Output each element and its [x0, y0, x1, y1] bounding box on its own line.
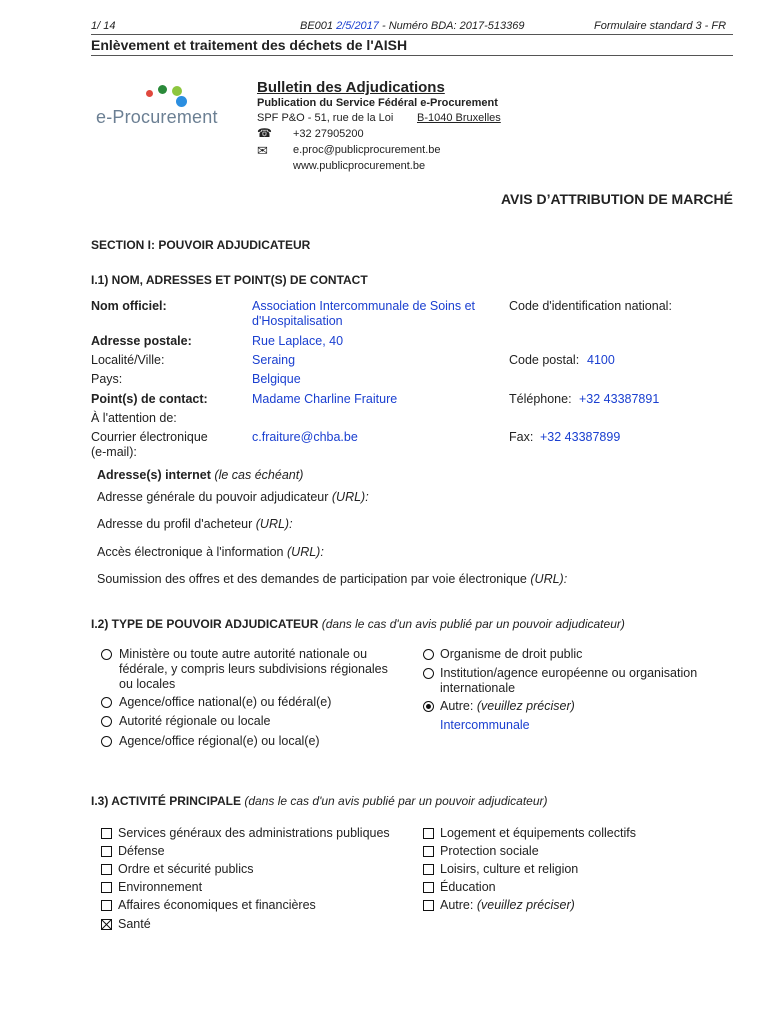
radio-agence-regionale[interactable] [101, 736, 112, 747]
checkbox-sante-label: Santé [118, 917, 151, 931]
contact-label: Point(s) de contact: [91, 392, 208, 406]
checkbox-protection-sociale[interactable] [423, 846, 434, 857]
checkbox-ordre-securite[interactable] [101, 864, 112, 875]
i3-title: I.3) ACTIVITÉ PRINCIPALE [91, 794, 242, 808]
url-row-label: Accès électronique à l'information [97, 545, 284, 559]
url-row-suffix: (URL): [287, 545, 324, 559]
checkbox-defense-label: Défense [118, 844, 165, 858]
checkbox-logement[interactable] [423, 828, 434, 839]
bulletin-address: SPF P&O - 51, rue de la Loi [257, 112, 394, 124]
checkbox-loisirs[interactable] [423, 864, 434, 875]
checkbox-services-generaux-label: Services généraux des administrations publiques [118, 826, 390, 840]
checkbox-sante[interactable] [101, 919, 112, 930]
checkbox-logement-label: Logement et équipements collectifs [440, 826, 636, 840]
telephone-value: +32 43387891 [579, 392, 660, 406]
courrier-label-line1: Courrier électronique [91, 430, 208, 444]
code-postal-value: 4100 [587, 353, 615, 367]
checkbox-autre-text: Autre: [440, 898, 474, 912]
doc-bda: - Numéro BDA: 2017-513369 [381, 20, 525, 32]
courrier-label-line2: (e-mail): [91, 445, 137, 459]
form-name: Formulaire standard 3 - FR [594, 20, 727, 32]
i2-heading [91, 617, 625, 631]
checkbox-ordre-securite-label: Ordre et sécurité publics [118, 862, 254, 876]
doc-reference [300, 20, 524, 32]
pays-label: Pays: [91, 372, 123, 386]
checkbox-environnement[interactable] [101, 882, 112, 893]
checkbox-loisirs-label: Loisirs, culture et religion [440, 862, 579, 876]
section-i-title: SECTION I: POUVOIR ADJUDICATEUR [91, 238, 311, 252]
i2-note: (dans le cas d'un avis publié par un pouvoir adjudicateur) [321, 617, 625, 631]
radio-institution[interactable] [423, 668, 434, 679]
bulletin-subtitle: Publication du Service Fédéral e-Procurement [257, 97, 498, 109]
logo-dot-red [146, 90, 153, 97]
radio-autorite-regionale[interactable] [101, 716, 112, 727]
autre-value: Intercommunale [440, 718, 530, 732]
fax-label: Fax: [509, 430, 534, 444]
url-row-suffix: (URL): [255, 517, 293, 531]
radio-ministere-label-1: Ministère ou toute autre autorité nationale ou [119, 647, 368, 661]
nom-officiel-value-line1: Association Intercommunale de Soins et [252, 299, 476, 313]
bulletin-city: B-1040 Bruxelles [417, 112, 501, 124]
checkbox-education-label: Éducation [440, 880, 496, 894]
adresse-label: Adresse postale: [91, 334, 192, 348]
telephone-label: Téléphone: [509, 392, 572, 406]
page-number: 1/ 14 [91, 20, 116, 32]
checkbox-autre[interactable] [423, 900, 434, 911]
attention-label: À l'attention de: [91, 411, 177, 425]
logo-dot-green [158, 85, 167, 94]
url-row-label: Adresse générale du pouvoir adjudicateur [97, 490, 329, 504]
radio-autre-label [440, 699, 575, 713]
localite-value: Seraing [252, 353, 296, 367]
adresse-value: Rue Laplace, 40 [252, 334, 344, 348]
doc-date[interactable]: 2/5/2017 [336, 20, 379, 32]
checkbox-affaires-economiques-label: Affaires économiques et financières [118, 898, 316, 912]
radio-autre-note: (veuillez préciser) [476, 699, 575, 713]
phone-icon: ☎ [257, 126, 272, 140]
logo-dot-blue [176, 96, 187, 107]
localite-label: Localité/Ville: [91, 353, 165, 367]
bulletin-website[interactable]: www.publicprocurement.be [293, 160, 426, 172]
radio-autorite-regionale-label: Autorité régionale ou locale [119, 714, 271, 728]
radio-autre[interactable] [423, 701, 434, 712]
radio-institution-label-2: internationale [440, 681, 516, 695]
radio-ministere-label-3: ou locales [119, 677, 176, 691]
checkbox-education[interactable] [423, 882, 434, 893]
logo-dot-lime [172, 86, 182, 96]
code-postal-label: Code postal: [509, 353, 580, 367]
envelope-icon: ✉ [257, 143, 268, 158]
i2-title: I.2) TYPE DE POUVOIR ADJUDICATEUR [91, 617, 319, 631]
internet-note: (le cas échéant) [214, 468, 304, 482]
radio-agence-nationale-label: Agence/office national(e) ou fédéral(e) [119, 695, 332, 709]
url-row-profil [97, 517, 293, 531]
bulletin-phone: +32 27905200 [293, 128, 364, 140]
i3-heading [91, 794, 548, 808]
internet-label: Adresse(s) internet [97, 468, 211, 482]
url-row-soumission [97, 572, 567, 586]
checkbox-defense[interactable] [101, 846, 112, 857]
logo-text: e-Procurement [96, 107, 218, 127]
i3-note: (dans le cas d'un avis publié par un pouvoir adjudicateur) [244, 794, 548, 808]
nom-officiel-value-line2: d'Hospitalisation [252, 314, 343, 328]
radio-agence-regionale-label: Agence/office régional(e) ou local(e) [119, 734, 320, 748]
checkbox-autre-label [440, 898, 575, 912]
checkbox-autre-note: (veuillez préciser) [476, 898, 575, 912]
url-row-suffix: (URL): [331, 490, 369, 504]
checkbox-protection-sociale-label: Protection sociale [440, 844, 539, 858]
radio-organisme-label: Organisme de droit public [440, 647, 583, 661]
radio-institution-label-1: Institution/agence européenne ou organisation [440, 666, 698, 680]
i1-title: I.1) NOM, ADRESSES ET POINT(S) DE CONTACT [91, 273, 368, 287]
url-row-suffix: (URL): [530, 572, 568, 586]
internet-heading [97, 468, 303, 482]
checkbox-environnement-label: Environnement [118, 880, 203, 894]
bulletin-email[interactable]: e.proc@publicprocurement.be [293, 144, 441, 156]
radio-organisme[interactable] [423, 649, 434, 660]
nom-officiel-label: Nom officiel: [91, 299, 167, 313]
bulletin-title: Bulletin des Adjudications [257, 79, 445, 96]
doc-ref-prefix: BE001 [300, 20, 334, 32]
code-id-label: Code d'identification national: [509, 299, 672, 313]
radio-ministere[interactable] [101, 649, 112, 660]
radio-autre-text: Autre: [440, 699, 474, 713]
title-divider [91, 55, 733, 56]
checkbox-affaires-economiques[interactable] [101, 900, 112, 911]
fax-value: +32 43387899 [540, 430, 621, 444]
pays-value: Belgique [252, 372, 301, 386]
document-title: Enlèvement et traitement des déchets de l'AISH [91, 37, 408, 53]
radio-agence-nationale[interactable] [101, 697, 112, 708]
contact-value: Madame Charline Fraiture [252, 392, 398, 406]
checkbox-services-generaux[interactable] [101, 828, 112, 839]
notice-title: AVIS D’ATTRIBUTION DE MARCHÉ [500, 191, 733, 207]
url-row-label: Soumission des offres et des demandes de participation par voie électronique [97, 572, 527, 586]
header-divider [91, 34, 733, 35]
courrier-value[interactable]: c.fraiture@chba.be [252, 430, 358, 444]
url-row-acces [97, 545, 324, 559]
radio-ministere-label-2: fédérale, y compris leurs subdivisions régionales [119, 662, 388, 676]
url-row-general [97, 490, 369, 504]
url-row-label: Adresse du profil d'acheteur [97, 517, 253, 531]
